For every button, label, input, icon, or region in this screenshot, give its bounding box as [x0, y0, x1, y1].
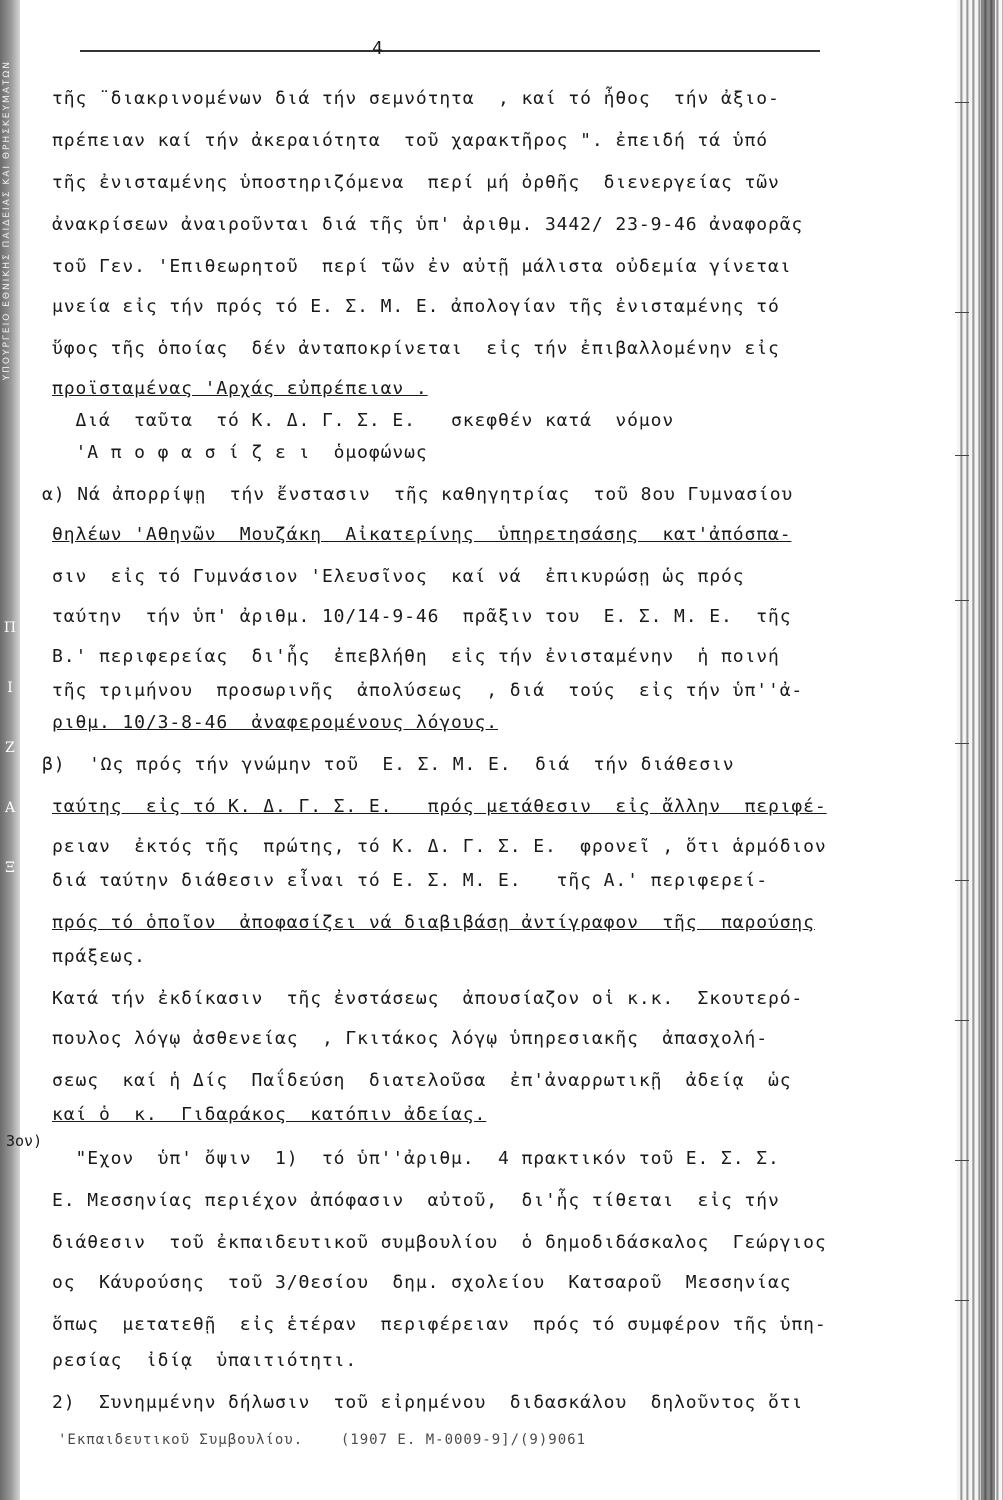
text-line: πράξεως. [52, 946, 146, 967]
text-line: μνεία εἰς τήν πρός τό Ε. Σ. Μ. Ε. ἀπολογίαν τῆς ἐνισταμένης τό [52, 296, 780, 317]
text-line: προϊσταμένας 'Αρχάς εὐπρέπειαν . [52, 378, 428, 399]
text-line: Διά ταῦτα τό Κ. Δ. Γ. Σ. Ε. σκεφθέν κατά νόμον [52, 410, 675, 431]
text-line: σεως καί ἡ Δίς Παΐδεύση διατελοῦσα ἐπ'ἀναρρωτικῇ ἀδείᾳ ὡς [52, 1070, 792, 1091]
text-line: ὅπως μετατεθῇ εἰς ἑτέραν περιφέρειαν πρός τό συμφέρον τῆς ὑπη- [52, 1314, 827, 1335]
print-footer: 'Εκπαιδευτικοῦ Συμβουλίου. (1907 Ε. M-0009-9]/(9)9061 [58, 1432, 587, 1448]
text-line: "Εχον ὑπ' ὄψιν 1) τό ὑπ''ἀριθμ. 4 πρακτικόν τοῦ Ε. Σ. Σ. [52, 1148, 780, 1169]
text-line: καί ὁ κ. Γιδαράκος κατόπιν ἀδείας. [52, 1104, 487, 1125]
text-line: α) Νά ἀπορρίψῃ τήν ἔνστασιν τῆς καθηγητρίας τοῦ 8ου Γυμνασίου [42, 484, 794, 505]
text-line: Κατά τήν ἐκδίκασιν τῆς ἐνστάσεως ἀπουσίαζον οἱ κ.κ. Σκουτερό- [52, 988, 804, 1009]
text-line: διά ταύτην διάθεσιν εἶναι τό Ε. Σ. Μ. Ε. τῆς Α.' περιφερεί- [52, 870, 768, 891]
text-line: θηλέων 'Αθηνῶν Μουζάκη Αἰκατερίνης ὑπηρετησάσης κατ'ἀπόσπα- [52, 524, 792, 545]
text-line: τῆς ¨διακρινομένων διά τήν σεμνότητα , καί τό ἦθος τήν ἀξιο- [52, 88, 780, 109]
text-line: Β.' περιφερείας δι'ἧς ἐπεβλήθη εἰς τήν ἐνισταμένην ἡ ποινή [52, 646, 780, 667]
text-line: ὕφος τῆς ὁποίας δέν ἀνταποκρίνεται εἰς τήν ἐπιβαλλομένην εἰς [52, 338, 780, 359]
text-line: Ε. Μεσσηνίας περιέχον ἀπόφασιν αὐτοῦ, δι'ἧς τίθεται εἰς τήν [52, 1190, 780, 1211]
text-line: διάθεσιν τοῦ ἐκπαιδευτικοῦ συμβουλίου ὁ δημοδιδάσκαλος Γεώργιος [52, 1232, 827, 1253]
text-line: τῆς τριμήνου προσωρινῆς ἀπολύσεως , διά τούς εἰς τήν ὑπ''ἀ- [52, 680, 804, 701]
text-line: ρεσίας ἰδίᾳ ὑπαιτιότητι. [52, 1350, 358, 1371]
binding-margin-letters [0, 620, 20, 920]
margin-letter: Ι [7, 680, 13, 696]
text-line: ἀνακρίσεων ἀναιροῦνται διά τῆς ὑπ' ἀριθμ. 3442/ 23-9-46 ἀναφορᾶς [52, 214, 804, 235]
margin-note: 3ον) [6, 1132, 43, 1150]
text-line: ος Κάυρούσης τοῦ 3/Θεσίου δημ. σχολείου Κατσαροῦ Μεσσηνίας [52, 1272, 792, 1293]
text-line: σιν εἰς τό Γυμνάσιον 'Ελευσῖνος καί νά ἐπικυρώσῃ ὡς πρός [52, 566, 745, 587]
header-rule [80, 50, 820, 52]
text-line: ριθμ. 10/3-8-46 ἀναφερομένους λόγους. [52, 712, 499, 733]
text-line: ταύτην τήν ὑπ' ἀριθμ. 10/14-9-46 πρᾶξιν του Ε. Σ. Μ. Ε. τῆς [52, 606, 792, 627]
text-line: 2) Συνημμένην δήλωσιν τοῦ εἰρημένου διδασκάλου δηλοῦντος ὅτι [52, 1392, 804, 1413]
text-line: τοῦ Γεν. 'Επιθεωρητοῦ περί τῶν ἐν αὐτῇ μάλιστα οὐδεμία γίνεται [52, 256, 792, 277]
text-line: τῆς ἐνισταμένης ὑποστηριζόμενα περί μή ὀρθῆς διενεργείας τῶν [52, 172, 780, 193]
text-line: 'Α π ο φ α σ ί ζ ε ι ὁμοφώνως [52, 442, 428, 463]
text-line: πρέπειαν καί τήν ἀκεραιότητα τοῦ χαρακτῆρος ". ἐπειδή τά ὑπό [52, 130, 768, 151]
text-line: πρός τό ὁποῖον ἀποφασίζει νά διαβιβάσῃ ἀντίγραφον τῆς παρούσης [52, 912, 815, 933]
text-line: β) 'Ως πρός τήν γνώμην τοῦ Ε. Σ. Μ. Ε. διά τήν διάθεσιν [42, 754, 735, 775]
text-line: ρειαν ἐκτός τῆς πρώτης, τό Κ. Δ. Γ. Σ. Ε. φρονεῖ , ὅτι ἁρμόδιον [52, 836, 827, 857]
page-edge-shadow [981, 0, 995, 1500]
text-line: πουλος λόγῳ ἀσθενείας , Γκιτάκος λόγῳ ὑπηρεσιακῆς ἀπασχολή- [52, 1028, 768, 1049]
page-number: 4 [372, 38, 383, 59]
text-line: ταύτης εἰς τό Κ. Δ. Γ. Σ. Ε. πρός μετάθεσιν εἰς ἄλλην περιφέ- [52, 796, 827, 817]
page-edge-right [957, 0, 1003, 1500]
binding-stamp-text: ΥΠΟΥΡΓΕΙΟ ΕΘΝΙΚΗΣ ΠΑΙΔΕΙΑΣ ΚΑΙ ΘΡΗΣΚΕΥΜΑΤΩΝ [2, 60, 12, 381]
margin-letter: Π [3, 620, 17, 636]
margin-letter: Ζ [5, 740, 15, 756]
margin-letter: Α [4, 800, 16, 816]
margin-letter: Ξ [5, 860, 15, 876]
